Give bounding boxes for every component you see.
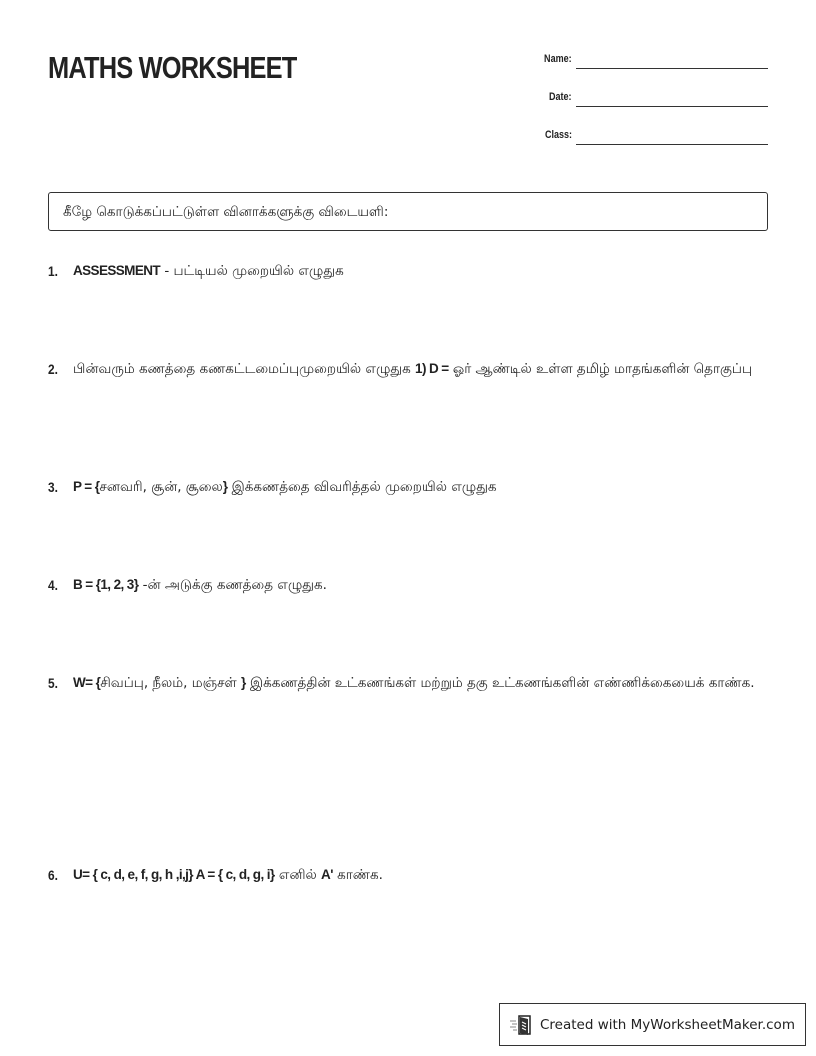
- date-input-line[interactable]: [576, 106, 768, 107]
- question-1: [48, 262, 768, 280]
- instructions-box: [48, 192, 768, 231]
- question-number: 3.: [48, 479, 58, 495]
- class-label: Class:: [544, 129, 572, 141]
- question-text: U= { c, d, e, f, g, h ,i,j} A = { c, d, g, i} எனில் A' காண்க.: [73, 867, 383, 883]
- question-4: [48, 576, 768, 594]
- class-input-line[interactable]: [576, 144, 768, 145]
- question-number: 6.: [48, 867, 58, 883]
- question-number: 2.: [48, 361, 58, 377]
- question-text: ASSESSMENT - பட்டியல் முறையில் எழுதுக: [73, 263, 344, 279]
- question-text: B = {1, 2, 3} -ன் அடுக்கு கணத்தை எழுதுக.: [73, 577, 327, 593]
- created-with-badge[interactable]: [499, 1003, 806, 1046]
- class-field[interactable]: [530, 123, 768, 145]
- question-number: 5.: [48, 675, 58, 691]
- date-label: Date:: [549, 91, 572, 103]
- question-6: [48, 866, 768, 884]
- instructions-text: கீழே கொடுக்கப்பட்டுள்ள வினாக்களுக்கு விடையளி:: [63, 204, 389, 220]
- footer-text: Created with MyWorksheetMaker.com: [540, 1016, 795, 1033]
- worksheet-title: MATHS WORKSHEET: [48, 50, 297, 85]
- date-field[interactable]: [530, 85, 768, 107]
- question-text: W= {சிவப்பு, நீலம், மஞ்சள் } இக்கணத்தின் உட்கணங்கள் மற்றும் தகு உட்கணங்களின் எண்ணிக்கையைக் காண்க.: [73, 675, 755, 691]
- question-text: பின்வரும் கணத்தை கணகட்டமைப்புமுறையில் எழுதுக 1) D = ஓர் ஆண்டில் உள்ள தமிழ் மாதங்களின் தொகுப்பு: [73, 361, 753, 377]
- question-text: P = {சனவரி, சூன், சூலை} இக்கணத்தை விவரித்தல் முறையில் எழுதுக: [73, 479, 497, 495]
- name-field[interactable]: [530, 47, 768, 69]
- name-label: Name:: [544, 53, 572, 65]
- name-input-line[interactable]: [576, 68, 768, 69]
- worksheet-maker-logo-icon: [510, 1014, 534, 1036]
- question-number: 4.: [48, 577, 58, 593]
- question-3: [48, 478, 768, 496]
- question-number: 1.: [48, 263, 58, 279]
- question-2: [48, 360, 768, 378]
- question-5: [48, 674, 768, 692]
